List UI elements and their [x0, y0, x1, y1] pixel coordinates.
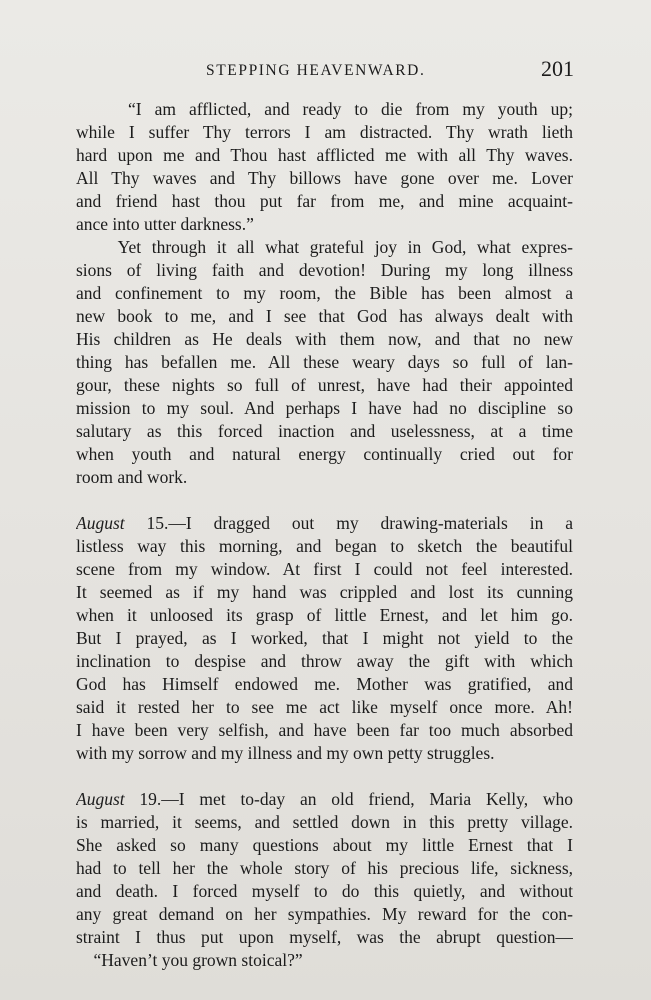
line-text: gour, these nights so full of unrest, have had their appointed — [76, 375, 573, 395]
text-line — [76, 420, 573, 443]
text-line — [76, 857, 573, 880]
line-text: 15.—I dragged out my drawing-materials in a — [124, 513, 573, 533]
text-line — [76, 604, 573, 627]
line-text: is married, it seems, and settled down in this pretty village. — [76, 812, 573, 832]
text-line — [76, 305, 573, 328]
text-line — [76, 880, 573, 903]
line-text: “I am afflicted, and ready to die from my youth up; — [76, 99, 573, 119]
line-text: and friend hast thou put far from me, and mine acquaint- — [76, 191, 573, 211]
page-header — [76, 56, 574, 86]
text-line — [76, 213, 573, 236]
line-text: She asked so many questions about my little Ernest that I — [76, 835, 573, 855]
line-text: thing has befallen me. All these weary days so full of lan- — [76, 352, 573, 372]
text-line — [76, 512, 573, 535]
line-text: and death. I forced myself to do this quietly, and without — [76, 881, 573, 901]
running-head: STEPPING HEAVENWARD. — [206, 62, 426, 79]
line-text: ance into utter darkness.” — [76, 214, 254, 234]
text-line — [76, 397, 573, 420]
line-text: God has Himself endowed me. Mother was gratified, and — [76, 674, 573, 694]
line-text: and confinement to my room, the Bible has been almost a — [76, 283, 573, 303]
body-text — [76, 98, 573, 972]
text-line — [76, 788, 573, 811]
line-text: when it unloosed its grasp of little Ernest, and let him go. — [76, 605, 573, 625]
line-text: room and work. — [76, 467, 188, 487]
line-text: scene from my window. At first I could not feel interested. — [76, 559, 573, 579]
line-text: His children as He deals with them now, and that no new — [76, 329, 573, 349]
text-line — [76, 374, 573, 397]
text-line — [76, 719, 573, 742]
line-text: when youth and natural energy continually cried out for — [76, 444, 573, 464]
line-text: said it rested her to see me act like myself once more. Ah! — [76, 697, 573, 717]
line-text: But I prayed, as I worked, that I might not yield to the — [76, 628, 573, 648]
text-line — [76, 443, 573, 466]
text-line — [76, 351, 573, 374]
line-text: “Haven’t you grown stoical?” — [76, 950, 303, 970]
line-text: hard upon me and Thou hast afflicted me with all Thy waves. — [76, 145, 573, 165]
paragraph-gap — [76, 489, 573, 512]
line-text: any great demand on her sympathies. My reward for the con- — [76, 904, 573, 924]
line-text: Yet through it all what grateful joy in God, what expres- — [76, 237, 573, 257]
text-line — [76, 190, 573, 213]
text-line — [76, 811, 573, 834]
text-line — [76, 834, 573, 857]
entry-date-word: August — [76, 513, 125, 533]
line-text: new book to me, and I see that God has always dealt with — [76, 306, 573, 326]
text-line — [76, 949, 573, 972]
text-line — [76, 167, 573, 190]
text-line — [76, 282, 573, 305]
line-text: All Thy waves and Thy billows have gone over me. Lover — [76, 168, 573, 188]
page-number: 201 — [541, 56, 574, 81]
text-line — [76, 328, 573, 351]
text-line — [76, 466, 573, 489]
line-text: while I suffer Thy terrors I am distracted. Thy wrath lieth — [76, 122, 573, 142]
text-line — [76, 98, 573, 121]
line-text: straint I thus put upon myself, was the abrupt question— — [76, 927, 573, 947]
line-text: mission to my soul. And perhaps I have had no discipline so — [76, 398, 573, 418]
line-text: It seemed as if my hand was crippled and lost its cunning — [76, 582, 573, 602]
text-line — [76, 926, 573, 949]
line-text: had to tell her the whole story of his precious life, sickness, — [76, 858, 573, 878]
text-line — [76, 696, 573, 719]
text-line — [76, 742, 573, 765]
line-text: salutary as this forced inaction and uselessness, at a time — [76, 421, 573, 441]
text-line — [76, 650, 573, 673]
text-line — [76, 535, 573, 558]
line-text: I have been very selfish, and have been far too much absorbed — [76, 720, 573, 740]
text-line — [76, 903, 573, 926]
line-text: sions of living faith and devotion! During my long illness — [76, 260, 573, 280]
line-text: with my sorrow and my illness and my own petty struggles. — [76, 743, 495, 763]
text-line — [76, 673, 573, 696]
text-line — [76, 581, 573, 604]
text-line — [76, 144, 573, 167]
text-line — [76, 236, 573, 259]
text-line — [76, 627, 573, 650]
line-text: inclination to despise and throw away the gift with which — [76, 651, 573, 671]
text-line — [76, 259, 573, 282]
line-text: listless way this morning, and began to sketch the beautiful — [76, 536, 573, 556]
text-line — [76, 558, 573, 581]
entry-date-word: August — [76, 789, 125, 809]
line-text: 19.—I met to-day an old friend, Maria Kelly, who — [124, 789, 573, 809]
text-line — [76, 121, 573, 144]
paragraph-gap — [76, 765, 573, 788]
